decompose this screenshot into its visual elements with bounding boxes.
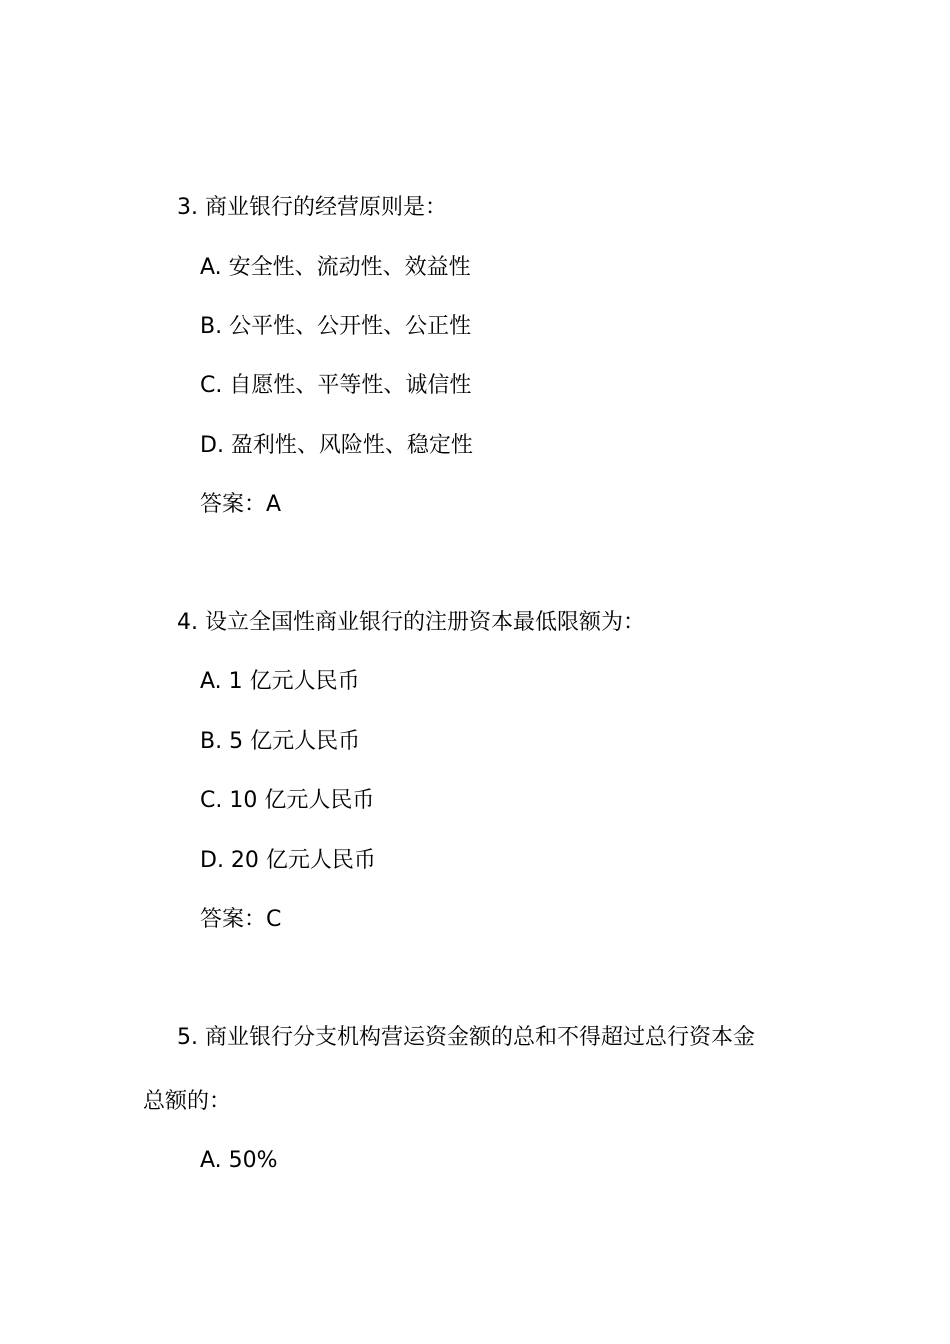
question-stem-line-2: 总额的：: [143, 1089, 232, 1114]
option-a: A. 安全性、流动性、效益性: [200, 255, 471, 280]
option-c: C. 10 亿元人民币: [200, 788, 375, 813]
question-stem: 3. 商业银行的经营原则是：: [177, 195, 447, 220]
option-d: D. 20 亿元人民币: [200, 848, 376, 873]
question-stem-line-1: 5. 商业银行分支机构营运资金额的总和不得超过总行资本金: [177, 1025, 755, 1050]
option-a: A. 1 亿元人民币: [200, 669, 360, 694]
option-d: D. 盈利性、风险性、稳定性: [200, 433, 473, 458]
answer: 答案：C: [200, 907, 282, 932]
option-b: B. 公平性、公开性、公正性: [200, 314, 472, 339]
option-b: B. 5 亿元人民币: [200, 729, 361, 754]
option-a: A. 50%: [200, 1148, 278, 1173]
answer: 答案：A: [200, 492, 282, 517]
question-stem: 4. 设立全国性商业银行的注册资本最低限额为：: [177, 610, 645, 635]
option-c: C. 自愿性、平等性、诚信性: [200, 373, 472, 398]
